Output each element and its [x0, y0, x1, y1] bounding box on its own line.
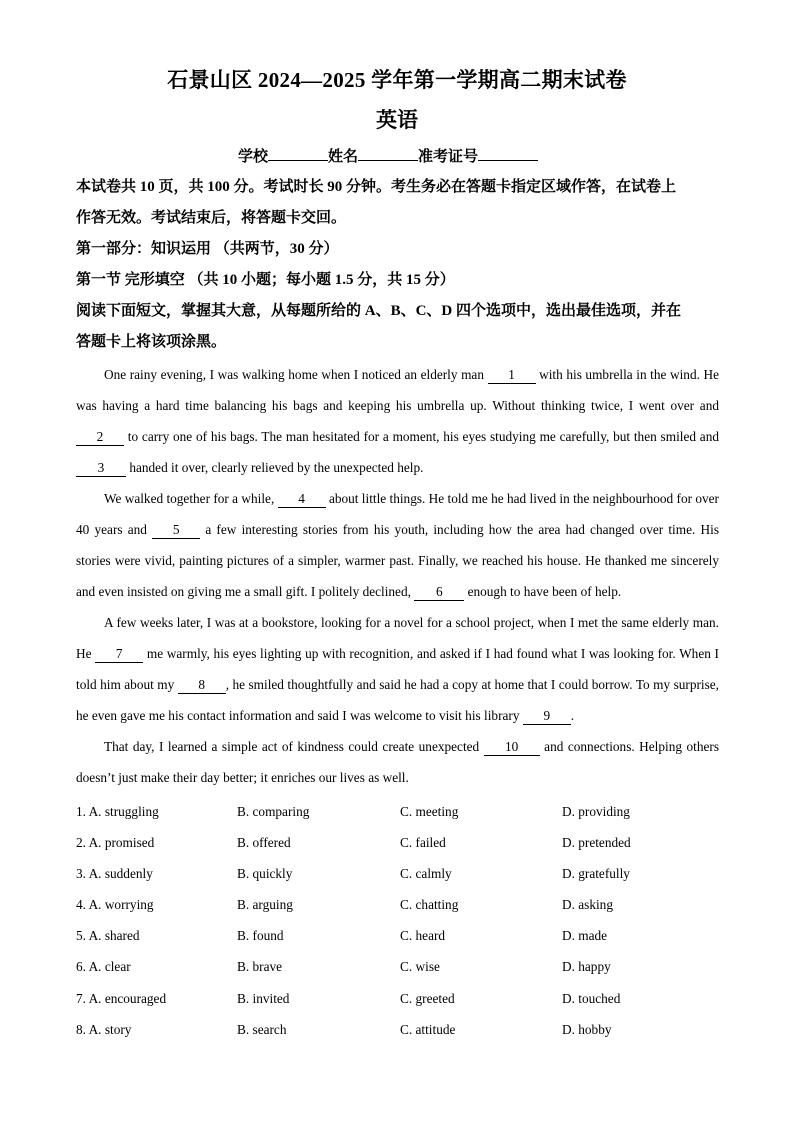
option-a [76, 827, 154, 858]
blank-7: 7 [95, 646, 143, 663]
option-text: A. promised [88, 835, 155, 851]
passage-text: handed it over, clearly relieved by the unexpected help. [126, 460, 424, 475]
passage-paragraph-1 [76, 359, 719, 483]
blank-1: 1 [488, 367, 536, 384]
option-d: D. asking [562, 897, 613, 913]
option-text: A. suddenly [88, 866, 153, 882]
option-d: D. pretended [562, 835, 631, 851]
notice-line-2: 作答无效。考试结束后，将答题卡交回。 [76, 210, 347, 226]
option-b: B. comparing [237, 804, 310, 819]
option-c: C. calmly [400, 866, 452, 882]
answer-options [76, 796, 721, 1045]
option-d: D. made [562, 928, 608, 944]
exam-title: 石景山区 2024—2025 学年第一学期高二期末试卷 [167, 68, 627, 92]
passage-text: about little things. He told me he had lived in the neighbourhood for over 40 years and [76, 491, 719, 537]
part-heading: 第一部分：知识运用 （共两节，30 分） [76, 241, 339, 257]
passage-text: One rainy evening, I was walking home when I noticed an elderly man [104, 367, 488, 382]
question-number: 7. [76, 990, 86, 1006]
option-text: A. story [88, 1021, 132, 1037]
option-a [76, 889, 154, 920]
option-c: C. attitude [400, 1021, 456, 1037]
passage-text: , he smiled thoughtfully and said he had a copy at home that I could borrow. To my surprise, he even gave me his contact information and said I was welcome to visit his library [76, 677, 719, 723]
passage-paragraph-2 [76, 483, 719, 607]
option-text: A. worrying [88, 897, 154, 913]
directions-line-1: 阅读下面短文，掌握其大意，从每题所给的 A、B、C、D 四个选项中，选出最佳选项，并在 [76, 303, 682, 319]
question-number: 6. [76, 959, 86, 975]
option-text: A. clear [88, 959, 131, 975]
option-a [76, 920, 140, 951]
passage-text: We walked together for a while, [104, 491, 278, 506]
blank-6: 6 [414, 584, 464, 601]
passage-text: A few weeks later, I was at a bookstore, looking for a novel for a school project, when I met the same elderly man. He [76, 615, 719, 661]
school-label: 学校 [238, 149, 269, 165]
student-info-line [238, 145, 638, 166]
cloze-passage [76, 359, 719, 793]
passage-text: and connections. Helping others doesn’t just make their day better; it enriches our lives as well. [76, 739, 719, 785]
passage-text: with his umbrella in the wind. He was having a hard time balancing his bags and keeping his umbrella up. Without thinking twice, I went over and [76, 367, 719, 413]
option-a [76, 796, 159, 827]
option-row-7 [76, 983, 721, 1014]
option-d: D. hobby [562, 1021, 612, 1037]
option-text: A. shared [88, 928, 140, 944]
option-d: D. gratefully [562, 866, 630, 882]
option-row-2 [76, 827, 721, 858]
subject-title: 英语 [376, 108, 418, 132]
passage-text: . [570, 708, 575, 723]
question-number: 1. [76, 804, 86, 819]
exam-notice [76, 172, 721, 358]
option-row-8 [76, 1014, 721, 1045]
option-c: C. failed [400, 835, 446, 851]
blank-2: 2 [76, 429, 124, 446]
question-number: 2. [76, 835, 86, 851]
option-c: C. greeted [400, 990, 455, 1006]
option-c: C. wise [400, 959, 440, 975]
school-blank [268, 146, 328, 161]
exam-id-label: 准考证号 [418, 149, 479, 165]
blank-3: 3 [76, 460, 126, 477]
option-b: B. invited [237, 990, 290, 1006]
option-d: D. touched [562, 990, 621, 1006]
exam-id-blank [478, 146, 538, 161]
question-number: 8. [76, 1021, 86, 1037]
option-c: C. meeting [400, 804, 459, 819]
option-a [76, 983, 166, 1014]
blank-9: 9 [523, 708, 571, 725]
question-number: 3. [76, 866, 86, 882]
question-number: 5. [76, 928, 86, 944]
passage-text: a few interesting stories from his youth, including how the area had changed over time. His stories were vivid, painting pictures of a simpler, warmer past. Finally, we reached his house. He thanked me sincerely and even insisted on giving me a small gift. I politely declined, [76, 522, 719, 599]
passage-paragraph-4 [76, 731, 719, 793]
option-b: B. quickly [237, 866, 293, 882]
option-b: B. offered [237, 835, 291, 851]
notice-line-1: 本试卷共 10 页，共 100 分。考试时长 90 分钟。考生务必在答题卡指定区域作答，在试卷上 [76, 179, 677, 195]
passage-paragraph-3 [76, 607, 719, 731]
option-row-3 [76, 858, 721, 889]
name-label: 姓名 [328, 149, 359, 165]
passage-text: me warmly, his eyes lighting up with recognition, and asked if I had found what I was looking for. When I told him about my [76, 646, 719, 692]
option-row-1 [76, 796, 721, 827]
section-heading: 第一节 完形填空 （共 10 小题；每小题 1.5 分，共 15 分） [76, 272, 455, 288]
blank-8: 8 [178, 677, 226, 694]
option-d: D. happy [562, 959, 611, 975]
option-b: B. search [237, 1021, 287, 1037]
blank-10: 10 [484, 739, 540, 756]
option-a [76, 858, 153, 889]
passage-text: to carry one of his bags. The man hesitated for a moment, his eyes studying me carefully, but then smiled and [124, 429, 719, 444]
option-text: A. struggling [88, 804, 159, 819]
option-row-6 [76, 951, 721, 982]
option-row-5 [76, 920, 721, 951]
option-d: D. providing [562, 804, 630, 819]
option-c: C. heard [400, 928, 446, 944]
name-blank [358, 146, 418, 161]
option-text: A. encouraged [88, 990, 167, 1006]
option-b: B. brave [237, 959, 283, 975]
option-b: B. found [237, 928, 284, 944]
passage-text: enough to have been of help. [464, 584, 622, 599]
option-a [76, 1014, 131, 1045]
option-a [76, 951, 131, 982]
passage-text: That day, I learned a simple act of kindness could create unexpected [104, 739, 484, 754]
option-row-4 [76, 889, 721, 920]
blank-4: 4 [278, 491, 326, 508]
question-number: 4. [76, 897, 86, 913]
blank-5: 5 [152, 522, 200, 539]
directions-line-2: 答题卡上将该项涂黑。 [76, 334, 227, 350]
option-c: C. chatting [400, 897, 459, 913]
option-b: B. arguing [237, 897, 293, 913]
